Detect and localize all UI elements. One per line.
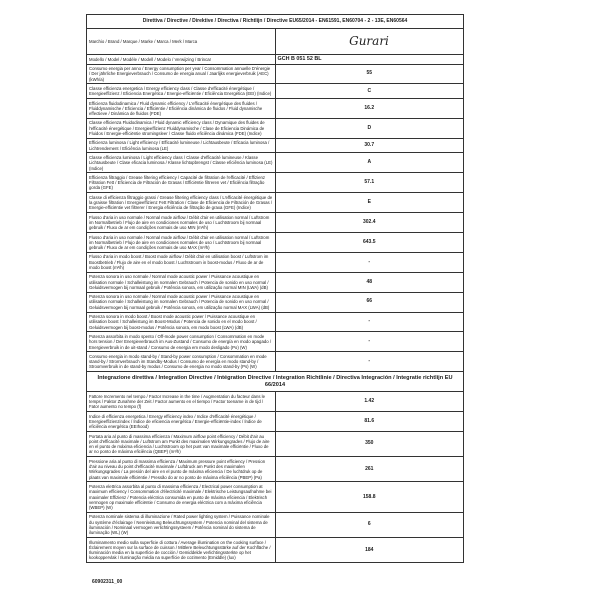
table-row xyxy=(87,512,464,537)
brand-name: Gurari xyxy=(349,34,390,49)
row-value: - xyxy=(275,312,464,332)
table-row xyxy=(87,252,464,272)
row-value: 55 xyxy=(275,64,464,84)
row-value: 261 xyxy=(275,457,464,482)
document-code: 60902311_00 xyxy=(92,579,123,585)
row-value: 158.8 xyxy=(275,482,464,512)
row-value: 1.42 xyxy=(275,392,464,412)
brand-label: Marchio / Brand / Marque / Marke / Marca / Merk / Marca xyxy=(87,29,276,55)
row-label: Potenza elettrica assorbita al punto di massima efficienza / Electrical power consumption at maximum efficiency / Consommation d'électricité maximale / Elektrische Leistungsaufnahme bei maximaler Effizienz / Potencia eléctrica consumida en punto de máxima eficiencia / Elektrisch vermogen op maximale efficiëntie / Consumo de energia eléctrica com a máxima eficiência (WBEP) (W) xyxy=(87,482,276,512)
model-row xyxy=(87,55,464,64)
row-value: 57.1 xyxy=(275,173,464,193)
row-value: 6 xyxy=(275,512,464,537)
table-row xyxy=(87,538,464,563)
row-value: A xyxy=(275,153,464,173)
table-row xyxy=(87,84,464,99)
row-value: 48 xyxy=(275,272,464,292)
row-value: 66 xyxy=(275,292,464,312)
table-row xyxy=(87,99,464,119)
table-row xyxy=(87,272,464,292)
row-label: Fattore Incremento nel tempo / Factor Increase in the time / Augmentation du facteur dans le temps / Faktor Zunahme der Zeit / Factor aumento en el tiempo / Factor toename in de tijd / Fator aumento no tempo (f) xyxy=(87,392,276,412)
row-value: - xyxy=(275,352,464,372)
row-label: Potenza sonora in modo boost / Boost mode acoustic power / Puissance acoustique en utilisation boost / Schalleistung im Boost-Modus / Potencia de sonido en el modo boost / Geluidsvermogen bij boost-modus / Potência sonora, em modo boost (LWA) (dB) xyxy=(87,312,276,332)
row-label: Potenza sonora in uso normale / Normal mode acoustic power / Puissance acoustique en utilisation normale / Schalleistung im normalen Gebrauch / Potencia de sonido en uso normal / Geluidsvermogen bij normaal gebruik / Potência sonora, em utilização normal MIN (LWA) (dB) xyxy=(87,272,276,292)
row-label: Flusso d'aria in uso normale / Normal mode airflow / Débit d'air en utilisation normal / Luftstrom im Normalbetrieb / Flujo de aire en condiciones normales de uso / Luchtstroom bij normaal gebruik / Fluxo de ar em condições normais de uso MAX (m³/h) xyxy=(87,233,276,253)
row-label: Indice di efficienza energetica / Energy efficiency index / Indice d'efficacité énergétique / Energieeffizienzindex / Índice de eficiencia energética / Energie-efficiëntie-index / Índice de eficiência energética (EEIhood) xyxy=(87,412,276,432)
row-value: - xyxy=(275,252,464,272)
row-value: 184 xyxy=(275,538,464,563)
table-row xyxy=(87,432,464,457)
row-label: Flusso d'aria in uso normale / Normal mode airflow / Débit d'air en utilisation normal / Luftstrom im Normalbetrieb / Flujo de aire en condiciones normales de uso / Luchtstroom bij normaal gebruik / Fluxo de ar em condições normais de uso MIN (m³/h) xyxy=(87,213,276,233)
table-row xyxy=(87,193,464,213)
brand-row xyxy=(87,29,464,55)
table-row xyxy=(87,292,464,312)
directive-header-row xyxy=(87,15,464,29)
table-row xyxy=(87,312,464,332)
row-label: Portata aria al punto di massima efficienza / Maximum airflow point efficiency / Débit d'air au point d'efficacité maximale / Luftstrom am Punkt des maximalen Wirkungsgrades / Flujo de aire en el punto de máxima eficiencia / Luchtstroom op het punt van maximale efficiëntie / Fluxo de ar no ponto de máxima eficiência (QBEP) (m³/h) xyxy=(87,432,276,457)
energy-data-sheet xyxy=(86,14,464,563)
row-label: Potenza nominale sistema di illuminazione / Rated power lighting system / Puissance nominale du système d'éclairage / Nennleistung Beleuchtungssystem / Potencia nominal del sistema de iluminación / Nominaal vermogen verlichtingssysteem / Potência nominal do sistema de iluminação (WL) (W) xyxy=(87,512,276,537)
brand-logo-graphic xyxy=(339,32,399,50)
table-row xyxy=(87,64,464,84)
row-value: 350 xyxy=(275,432,464,457)
integration-section-header: Integrazione direttiva / Integration Directive / Intégration Directive / Integration Richtlinie / Directiva Integración / Integratie richtlijn EU 66/2014 xyxy=(87,372,464,392)
brand-logo xyxy=(275,29,464,55)
row-value: C xyxy=(275,84,464,99)
table-row xyxy=(87,332,464,352)
row-value: E xyxy=(275,193,464,213)
table-row xyxy=(87,457,464,482)
row-label: Pressione aria al punto di massima efficienza / Maximum pressure point efficiency / Pression d'air au niveau du point d'efficacité maximale / Luftdruck am Punkt des maximalen Wirkungsgrades / La presión del aire en el punto de máxima eficiencia / De luchtdruk op de plaats van maximale efficiëntie / Pressão do ar no ponto de máxima eficiência (PBEP) (Pa) xyxy=(87,457,276,482)
row-label: Classe di efficienza filtraggio grassi / Grease filtering efficiency class / L'efficacité énergétique de la graisse filtration / Energieeffizienz Fett Filtration / Clase de Eficiencia de Filtración de Grasas / Energie-efficiëntie vet filtrerer / Energia eficiência de filtração de graxa (GFE) (Indice) xyxy=(87,193,276,213)
table-row xyxy=(87,482,464,512)
row-label: Consumo energia in modo stand-by / Stand-by power consumption / Consommation en mode stand-by / Stromverbrauch im Standby-Modus / Consumo de energía en modo stand-by / Stroomverbruik in de stand-by modus / Consumo de energia no modo stand-by (Ps) (W) xyxy=(87,352,276,372)
row-label: Efficienza fluidodinamica / Fluid dynamic efficiency / L'efficacité énergétique des fluides / Fluiddynamische / Eficiencia / Efficiëntie / Eficiência dinámica de fluidos / Fluid dynamische effectieve / Dinámica de fluidos (FDE) xyxy=(87,99,276,119)
row-label: Potenza sonora in uso normale / Normal mode acoustic power / Puissance acoustique en utilisation normale / Schalleistung im normalen Gebrauch / Potencia de sonido en uso normal / Geluidsvermogen bij normaal gebruik / Potência sonora, em utilização normal MAX (LWA) (dB) xyxy=(87,292,276,312)
table-row xyxy=(87,173,464,193)
table-row xyxy=(87,412,464,432)
row-value: 643.5 xyxy=(275,233,464,253)
row-value: 81.6 xyxy=(275,412,464,432)
row-value: - xyxy=(275,332,464,352)
row-label: Classe efficienza energetica / Energy efficiency class / Classe d'efficacité énergétique / Energieeffizienz / Eficiencia Energética / Energie-efficiëntie / Eficiência Energética (EEI) (Indice) xyxy=(87,84,276,99)
row-label: Illuminamento medio sulla superficie di cottura / Average illumination on the cooking surface / Éclairement moyen sur la surface de cuisson / Mittlere Beleuchtungsstärke auf der Kochfläche / Iluminación media en la superficie de cocción / Gemiddelde verlichtingssterkte op het kookoppervlak / Iluminação média na superfície de cozimento (Emiddle) (lux) xyxy=(87,538,276,563)
model-value: GCH B 051 52 BL xyxy=(275,55,464,64)
table-row xyxy=(87,233,464,253)
row-value: 302.4 xyxy=(275,213,464,233)
row-value: D xyxy=(275,118,464,138)
table-row xyxy=(87,392,464,412)
row-label: Potenza assorbita in modo spento / Off-mode power consumption / Consommation en mode hors tension / Der Energieverbrauch im Aus-Zustand / Consumo de energía en modo apagado / Energieverbruik in de uit-stand / Consumo de energia em modo desligado (Po) (W) xyxy=(87,332,276,352)
row-label: Classe efficienza Fluidodinamica / Fluid dynamic efficiency class / Dynamique des fluides de l'efficacité énergétique / Energieeffizienz Fluiddynamische / Clase de Eficiencia Dinámica de Fluidos / Energie-efficiëntie stromingsleer / Classe fluido eficiência dinámica (FDE) (Indice) xyxy=(87,118,276,138)
row-value: 30.7 xyxy=(275,138,464,153)
row-value: 16.2 xyxy=(275,99,464,119)
row-label: Consumo energia per anno / Energy consumption per year / Consommation annuelle D'énergie / Der jährliche Energieverbrauch / Consumo de energia anual / Jaarlijks energieverbruik (AEC) (kWh/a) xyxy=(87,64,276,84)
energy-table xyxy=(86,14,464,563)
row-label: Efficienza luminosa / Light efficiency / Efficacité lumineuse / Lichtausbeute / Eficacia luminosa / Lichtrendement / Eficiência luminosa (LE) xyxy=(87,138,276,153)
directive-header: Direttiva / Directive / Direktive / Directiva / Richtlijn / Directive EU65/2014 - EN61591, EN60704 - 2 - 13E, EN60564 xyxy=(87,15,464,29)
row-label: Classe efficienza luminosa / Light efficiency class / Classe d'efficacité lumineuse / Klasse Lichtausbeute / Clase eficacia luminosa / Klasse lichtopbrengst / Classe eficiência luminosa (LE) (Indice) xyxy=(87,153,276,173)
integration-section-header-row xyxy=(87,372,464,392)
table-row xyxy=(87,352,464,372)
row-label: Efficienza filtraggio / Grease filtering efficiency / Capacité de filtration de l'efficacité / Effizienz Filtration Fett / Eficiencia de Filtración de Grasas / Efficiëntie filtreren vet / Eficiência filtração gorda (GFE) xyxy=(87,173,276,193)
table-row xyxy=(87,138,464,153)
model-label: Modello / Model / Modèle / Modell / Modelo / Verwijzing / Brincar xyxy=(87,55,276,64)
table-row xyxy=(87,118,464,138)
row-label: Flusso d'aria in modo boost / Boost mode airflow / Débit d'air en utilisation boost / Luftstrom im Boostbetrieb / Flujo de aire en el modo boost / Luchtstroom in boost-modus / Fluxo de ar de modo boost (m³/h) xyxy=(87,252,276,272)
table-row xyxy=(87,153,464,173)
table-row xyxy=(87,213,464,233)
